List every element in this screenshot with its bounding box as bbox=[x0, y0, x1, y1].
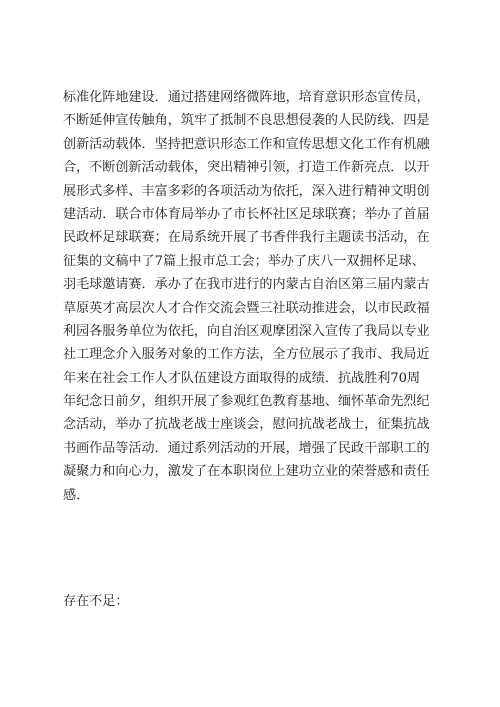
paragraph-line: 创新活动载体．坚持把意识形态工作和宣传思想文化工作有机融 bbox=[63, 136, 430, 152]
paragraph-line: 草原英才高层次人才合作交流会暨三社联动推进会，以市民政福 bbox=[63, 300, 430, 316]
paragraph-line: 社工理念介入服务对象的工作方法，全方位展示了我市、我局近 bbox=[63, 347, 430, 363]
paragraph-line: 年来在社会工作人才队伍建设方面取得的成绩．抗战胜利70周 bbox=[63, 370, 421, 386]
paragraph-line: 凝聚力和向心力，激发了在本职岗位上建功立业的荣誉感和责任 bbox=[63, 464, 430, 480]
section-heading: 存在不足： bbox=[63, 594, 129, 609]
paragraph-line: 感． bbox=[63, 487, 90, 503]
paragraph-line: 民政杯足球联赛；在局系统开展了书香伴我行主题读书活动，在 bbox=[63, 230, 430, 246]
paragraph-line: 展形式多样、丰富多彩的各项活动为依托，深入进行精神文明创 bbox=[63, 183, 430, 199]
paragraph-line: 年纪念日前夕，组织开展了参观红色教育基地、缅怀革命先烈纪 bbox=[63, 394, 430, 410]
paragraph-line: 征集的文稿中了7篇上报市总工会；举办了庆八一双拥杯足球、 bbox=[63, 253, 425, 269]
paragraph-line: 标准化阵地建设．通过搭建网络微阵地，培育意识形态宣传员， bbox=[63, 90, 430, 105]
paragraph-line: 合，不断创新活动载体，突出精神引领，打造工作新亮点．以开 bbox=[63, 160, 430, 176]
paragraph-line: 不断延伸宣传触角，筑牢了抵制不良思想侵袭的人民防线．四是 bbox=[63, 113, 430, 129]
paragraph-line: 利园各服务单位为依托，向自治区观摩团深入宣传了我局以专业 bbox=[63, 323, 430, 339]
paragraph-line: 念活动，举办了抗战老战士座谈会，慰问抗战老战士，征集抗战 bbox=[63, 417, 430, 433]
paragraph-line: 建活动．联合市体育局举办了市长杯社区足球联赛；举办了首届 bbox=[63, 206, 430, 222]
paragraph-line: 羽毛球邀请赛．承办了在我市进行的内蒙古自治区第三届内蒙古 bbox=[63, 277, 430, 293]
paragraph-line: 书画作品等活动．通过系列活动的开展，增强了民政干部职工的 bbox=[63, 440, 430, 456]
body-paragraph bbox=[63, 86, 443, 507]
